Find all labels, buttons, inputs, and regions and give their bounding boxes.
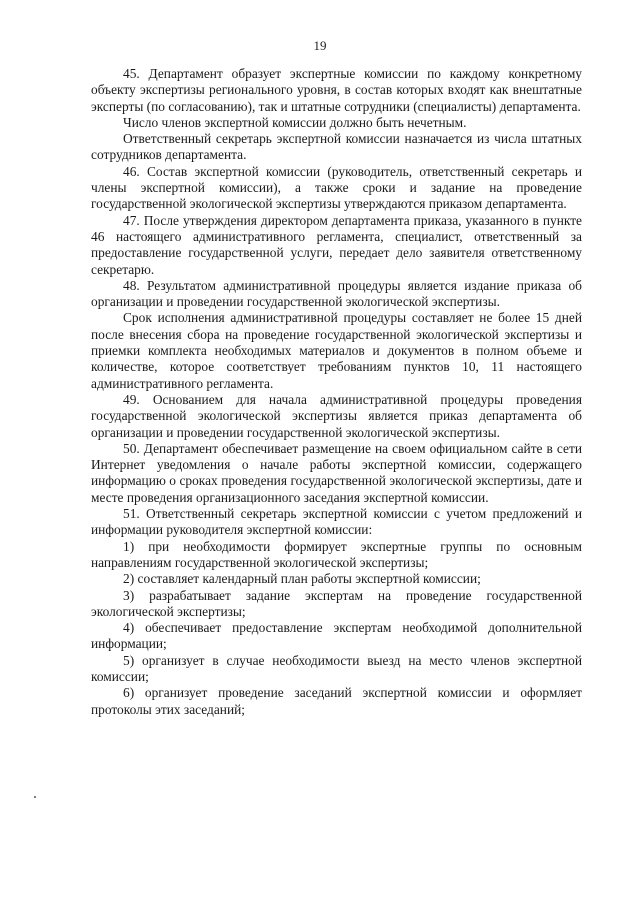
paragraph-51: 51. Ответственный секретарь экспертной комиссии с учетом предложений и информации руководителя экспертной комиссии: — [91, 506, 582, 538]
page-number: 19 — [313, 38, 327, 53]
paragraph-47: 47. После утверждения директором департамента приказа, указанного в пункте 46 настоящего административного регламента, специалист, ответственный за предоставление государственной услуги, передает дело заявителя ответственному секретарю. — [91, 212, 582, 277]
scan-speck — [34, 796, 36, 798]
list-item-2: 2) составляет календарный план работы экспертной комиссии; — [123, 571, 481, 587]
paragraph-secretary: Ответственный секретарь экспертной комиссии назначается из числа штатных сотрудников департамента. — [91, 131, 582, 163]
list-item-5: 5) организует в случае необходимости выезд на место членов экспертной комиссии; — [91, 652, 582, 684]
paragraph-49: 49. Основанием для начала административной процедуры проведения государственной экологической экспертизы является приказ департамента об организации и проведении государственной экологической экспертизы. — [91, 391, 582, 440]
list-item-6: 6) организует проведение заседаний экспертной комиссии и оформляет протоколы этих заседаний; — [91, 685, 582, 717]
list-item-1: 1) при необходимости формирует экспертные группы по основным направлениям государственной экологической экспертизы; — [91, 538, 582, 570]
list-item-3: 3) разрабатывает задание экспертам на проведение государственной экологической экспертизы; — [91, 587, 582, 619]
paragraph-members-count: Число членов экспертной комиссии должно быть нечетным. — [123, 114, 467, 130]
document-body — [91, 66, 582, 718]
paragraph-48: 48. Результатом административной процедуры является издание приказа об организации и проведении государственной экологической экспертизы. — [91, 277, 582, 310]
paragraph-45: 45. Департамент образует экспертные комиссии по каждому конкретному объекту экспертизы регионального уровня, в состав которых входят как внештатные эксперты (по согласованию), так и штатные сотрудники (специалисты) департамента. — [91, 66, 582, 114]
paragraph-46: 46. Состав экспертной комиссии (руководитель, ответственный секретарь и члены экспертной комиссии), а также сроки и задание на проведение государственной экологической экспертизы утверждаются приказом департамента. — [91, 163, 582, 212]
list-item-4: 4) обеспечивает предоставление экспертам необходимой дополнительной информации; — [91, 620, 582, 652]
paragraph-deadline: Срок исполнения административной процедуры составляет не более 15 дней после внесения сбора на проведение государственной экологической экспертизы и приемки комплекта необходимых материалов и документов в полном объеме и количестве, которое соответствует требованиям пунктов 10, 11 настоящего административного регламента. — [91, 310, 582, 391]
paragraph-50: 50. Департамент обеспечивает размещение на своем официальном сайте в сети Интернет уведомления о начале работы экспертной комиссии, содержащего информацию о сроках проведения государственной экологической экспертизы, дате и месте проведения организационного заседания экспертной комиссии. — [91, 440, 582, 505]
